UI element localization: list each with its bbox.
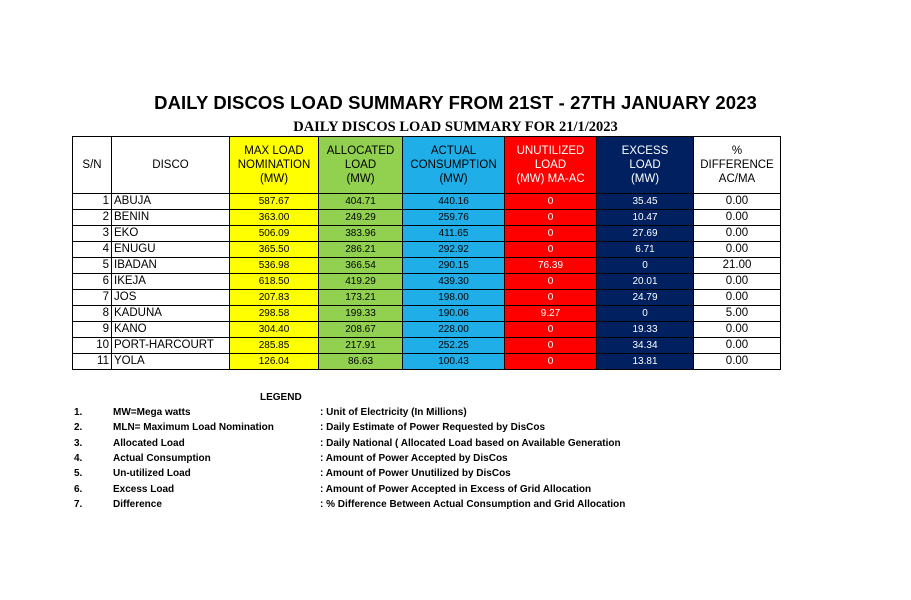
cell-max-load: 207.83 — [230, 290, 319, 306]
table-row — [73, 258, 781, 274]
cell-difference: 0.00 — [694, 322, 781, 338]
cell-difference: 0.00 — [694, 354, 781, 370]
header-unutilized-load — [505, 137, 597, 194]
header-difference — [694, 137, 781, 194]
legend-num: 7. — [74, 498, 83, 510]
header-actual-line: (MW) — [439, 173, 468, 185]
cell-allocated-load: 366.54 — [319, 258, 403, 274]
cell-disco: IKEJA — [112, 274, 230, 290]
cell-disco: JOS — [112, 290, 230, 306]
header-max-load-line: MAX LOAD — [244, 145, 304, 157]
header-difference-line: AC/MA — [718, 173, 756, 185]
header-excess-line: (MW) — [630, 173, 660, 185]
cell-sn: 11 — [73, 354, 112, 370]
cell-allocated-load: 249.29 — [319, 210, 403, 226]
cell-allocated-load: 199.33 — [319, 306, 403, 322]
table-row — [73, 338, 781, 354]
table-row — [73, 242, 781, 258]
legend-term: Difference — [113, 498, 162, 510]
cell-max-load: 536.98 — [230, 258, 319, 274]
header-excess-line: LOAD — [629, 159, 661, 171]
cell-disco: YOLA — [112, 354, 230, 370]
cell-sn: 8 — [73, 306, 112, 322]
header-disco: DISCO — [112, 137, 230, 194]
cell-actual-consumption: 252.25 — [403, 338, 505, 354]
cell-difference: 0.00 — [694, 242, 781, 258]
legend-term: Actual Consumption — [113, 452, 211, 464]
header-allocated-load — [319, 137, 403, 194]
cell-excess-load: 27.69 — [597, 226, 694, 242]
cell-unutilized-load: 0 — [505, 290, 597, 306]
legend-desc: : Daily National ( Allocated Load based on Available Generation — [320, 437, 621, 449]
legend-desc: : Daily Estimate of Power Requested by DisCos — [320, 422, 546, 434]
legend-desc: : Amount of Power Unutilized by DisCos — [320, 468, 511, 480]
header-sn: S/N — [73, 137, 112, 194]
cell-max-load: 298.58 — [230, 306, 319, 322]
cell-sn: 7 — [73, 290, 112, 306]
header-unutilized-line: (MW) MA-AC — [516, 173, 585, 185]
cell-difference: 0.00 — [694, 210, 781, 226]
cell-max-load: 618.50 — [230, 274, 319, 290]
header-allocated-line: (MW) — [346, 173, 375, 185]
cell-excess-load: 10.47 — [597, 210, 694, 226]
cell-sn: 5 — [73, 258, 112, 274]
legend-term: MW=Mega watts — [113, 407, 191, 418]
cell-allocated-load: 419.29 — [319, 274, 403, 290]
cell-actual-consumption: 290.15 — [403, 258, 505, 274]
cell-allocated-load: 208.67 — [319, 322, 403, 338]
cell-unutilized-load: 0 — [505, 242, 597, 258]
legend-num: 1. — [74, 407, 83, 418]
cell-difference: 0.00 — [694, 226, 781, 242]
cell-disco: KANO — [112, 322, 230, 338]
cell-allocated-load: 86.63 — [319, 354, 403, 370]
cell-difference: 21.00 — [694, 258, 781, 274]
cell-actual-consumption: 259.76 — [403, 210, 505, 226]
header-difference-line: % — [731, 145, 743, 157]
cell-disco: KADUNA — [112, 306, 230, 322]
cell-max-load: 285.85 — [230, 338, 319, 354]
cell-actual-consumption: 198.00 — [403, 290, 505, 306]
header-allocated-line: ALLOCATED — [326, 145, 395, 157]
header-actual-consumption — [403, 137, 505, 194]
header-max-load-line: NOMINATION — [237, 159, 311, 171]
table-row — [73, 274, 781, 290]
cell-difference: 0.00 — [694, 194, 781, 210]
header-excess-line: EXCESS — [621, 145, 669, 157]
cell-unutilized-load: 0 — [505, 226, 597, 242]
legend-desc: : % Difference Between Actual Consumption and Grid Allocation — [320, 498, 626, 510]
legend-num: 4. — [74, 452, 83, 464]
cell-max-load: 304.40 — [230, 322, 319, 338]
legend-desc: : Amount of Power Accepted by DisCos — [320, 452, 508, 464]
cell-difference: 5.00 — [694, 306, 781, 322]
cell-actual-consumption: 440.16 — [403, 194, 505, 210]
header-actual-line: ACTUAL — [430, 145, 477, 157]
table-row — [73, 306, 781, 322]
header-actual-line: CONSUMPTION — [410, 159, 497, 171]
table-row — [73, 226, 781, 242]
legend-term: Allocated Load — [113, 437, 185, 449]
cell-disco: PORT-HARCOURT — [112, 338, 230, 354]
legend-term: MLN= Maximum Load Nomination — [113, 422, 274, 434]
cell-disco: EKO — [112, 226, 230, 242]
legend-term: Excess Load — [113, 483, 175, 495]
legend-desc: : Amount of Power Accepted in Excess of Grid Allocation — [320, 483, 592, 495]
legend-num: 5. — [74, 468, 83, 480]
cell-unutilized-load: 0 — [505, 338, 597, 354]
header-unutilized-line: LOAD — [534, 159, 567, 171]
table-subtitle: DAILY DISCOS LOAD SUMMARY FOR 21/1/2023 — [293, 119, 618, 135]
table-row — [73, 354, 781, 370]
cell-unutilized-load: 9.27 — [505, 306, 597, 322]
header-max-load-line: (MW) — [259, 173, 289, 185]
cell-max-load: 126.04 — [230, 354, 319, 370]
cell-actual-consumption: 411.65 — [403, 226, 505, 242]
cell-actual-consumption: 292.92 — [403, 242, 505, 258]
cell-sn: 9 — [73, 322, 112, 338]
cell-difference: 0.00 — [694, 338, 781, 354]
cell-excess-load: 24.79 — [597, 290, 694, 306]
cell-sn: 2 — [73, 210, 112, 226]
cell-max-load: 506.09 — [230, 226, 319, 242]
cell-sn: 6 — [73, 274, 112, 290]
cell-disco: ENUGU — [112, 242, 230, 258]
table-row — [73, 290, 781, 306]
cell-actual-consumption: 190.06 — [403, 306, 505, 322]
cell-unutilized-load: 76.39 — [505, 258, 597, 274]
header-row — [73, 137, 781, 194]
cell-max-load: 363.00 — [230, 210, 319, 226]
cell-excess-load: 34.34 — [597, 338, 694, 354]
table-row — [73, 194, 781, 210]
cell-excess-load: 6.71 — [597, 242, 694, 258]
cell-max-load: 365.50 — [230, 242, 319, 258]
cell-unutilized-load: 0 — [505, 322, 597, 338]
cell-actual-consumption: 100.43 — [403, 354, 505, 370]
header-excess-load — [597, 137, 694, 194]
legend-desc: : Unit of Electricity (In Millions) — [320, 407, 467, 418]
cell-unutilized-load: 0 — [505, 274, 597, 290]
cell-difference: 0.00 — [694, 274, 781, 290]
cell-unutilized-load: 0 — [505, 194, 597, 210]
cell-disco: BENIN — [112, 210, 230, 226]
cell-excess-load: 0 — [597, 258, 694, 274]
cell-excess-load: 0 — [597, 306, 694, 322]
header-unutilized-line: UNUTILIZED — [516, 145, 585, 157]
cell-sn: 3 — [73, 226, 112, 242]
cell-sn: 10 — [73, 338, 112, 354]
cell-disco: ABUJA — [112, 194, 230, 210]
header-max-load — [230, 137, 319, 194]
cell-excess-load: 20.01 — [597, 274, 694, 290]
legend-num: 2. — [74, 422, 83, 434]
load-summary-table — [72, 136, 781, 370]
header-allocated-line: LOAD — [344, 159, 377, 171]
cell-excess-load: 19.33 — [597, 322, 694, 338]
cell-sn: 1 — [73, 194, 112, 210]
cell-unutilized-load: 0 — [505, 354, 597, 370]
cell-sn: 4 — [73, 242, 112, 258]
legend-term: Un-utilized Load — [113, 468, 191, 480]
cell-unutilized-load: 0 — [505, 210, 597, 226]
legend-num: 3. — [74, 437, 83, 449]
cell-actual-consumption: 228.00 — [403, 322, 505, 338]
cell-allocated-load: 404.71 — [319, 194, 403, 210]
cell-allocated-load: 173.21 — [319, 290, 403, 306]
cell-excess-load: 13.81 — [597, 354, 694, 370]
header-difference-line: DIFFERENCE — [700, 159, 774, 171]
cell-disco: IBADAN — [112, 258, 230, 274]
legend-title: LEGEND — [260, 392, 302, 403]
cell-difference: 0.00 — [694, 290, 781, 306]
table-row — [73, 210, 781, 226]
cell-allocated-load: 217.91 — [319, 338, 403, 354]
cell-max-load: 587.67 — [230, 194, 319, 210]
cell-allocated-load: 286.21 — [319, 242, 403, 258]
table-row — [73, 322, 781, 338]
cell-allocated-load: 383.96 — [319, 226, 403, 242]
cell-actual-consumption: 439.30 — [403, 274, 505, 290]
cell-excess-load: 35.45 — [597, 194, 694, 210]
legend-num: 6. — [74, 483, 83, 495]
page-title: DAILY DISCOS LOAD SUMMARY FROM 21ST - 27TH JANUARY 2023 — [154, 92, 757, 113]
